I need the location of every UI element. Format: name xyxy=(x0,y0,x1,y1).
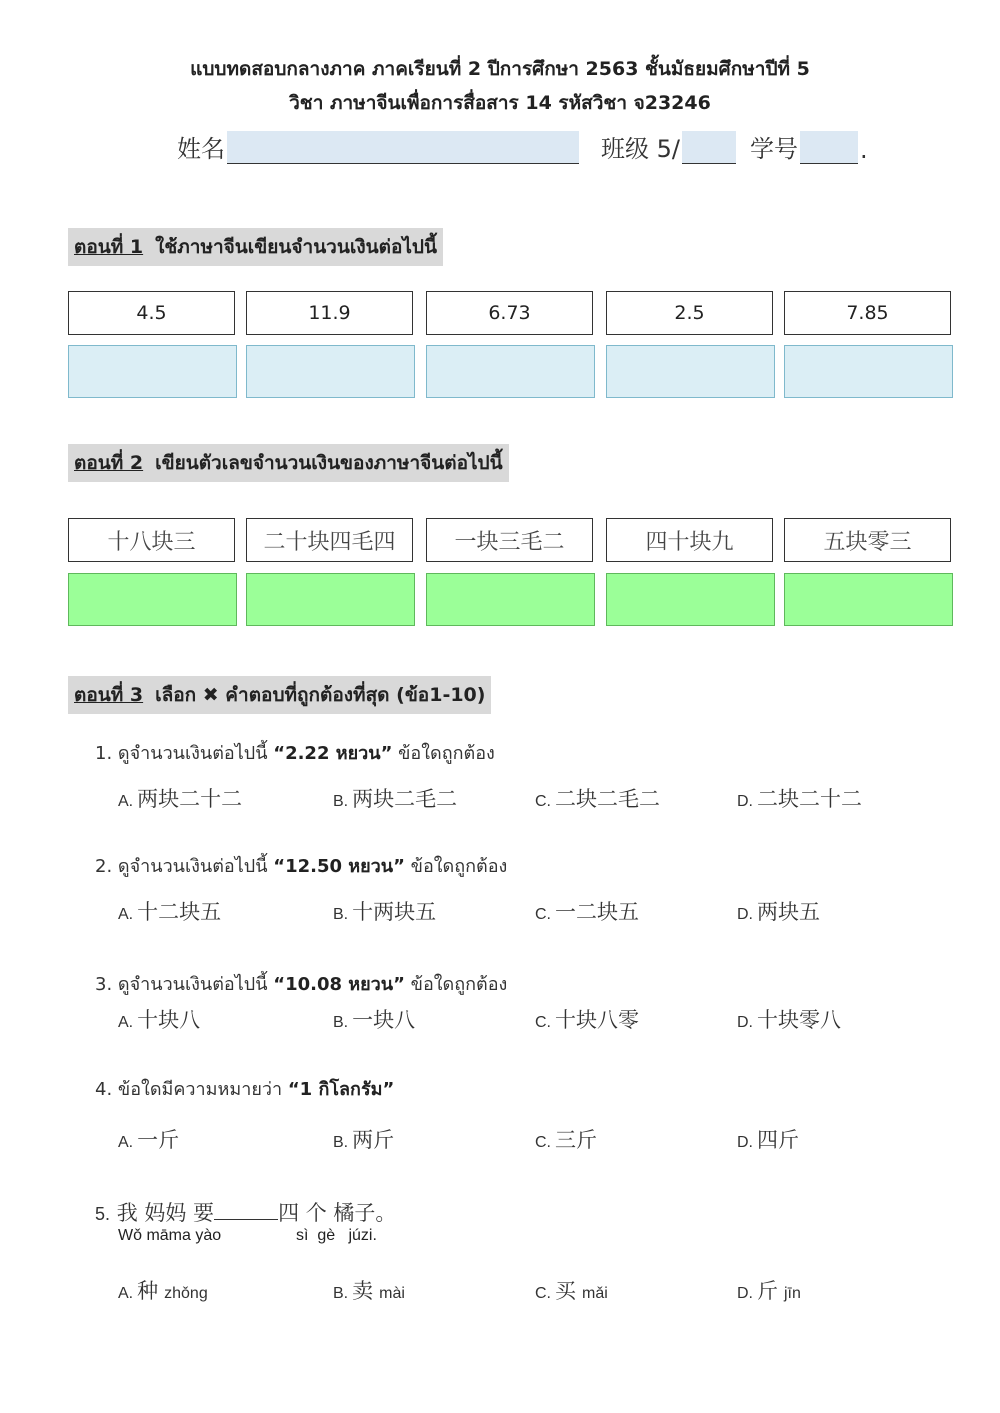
option-text: 十二块五 xyxy=(137,900,222,924)
q1-option-a[interactable] xyxy=(118,783,242,813)
pinyin-line: Wǒ māma yào xyxy=(118,1227,222,1244)
option-letter: D. xyxy=(737,793,753,810)
part1-amount: 4.5 xyxy=(68,291,235,335)
name-field[interactable] xyxy=(227,131,579,164)
option-text: 二块二毛二 xyxy=(555,787,660,811)
question-text: ดูจำนวนเงินต่อไปนี้ xyxy=(117,743,274,764)
option-letter: A. xyxy=(118,1014,134,1031)
option-letter: A. xyxy=(118,1285,134,1302)
part2-answer-field[interactable] xyxy=(426,573,595,626)
question-text: ข้อใดถูกต้อง xyxy=(404,856,508,877)
question-amount: “10.08 หยวน” xyxy=(273,974,405,995)
question-text: ดูจำนวนเงินต่อไปนี้ xyxy=(117,856,274,877)
option-text: 买 xyxy=(555,1279,576,1303)
name-label: 姓名 xyxy=(177,135,225,163)
option-text: 两块二十二 xyxy=(137,787,243,811)
part3-instruction: เลือก ✖ คำตอบที่ถูกต้องที่สุด (ข้อ1-10) xyxy=(155,684,486,706)
student-info-row xyxy=(177,124,868,164)
student-number-label: 学号 xyxy=(749,135,798,163)
option-letter: C. xyxy=(535,793,551,810)
pinyin-line: sì gè júzi. xyxy=(296,1227,377,1244)
part1-answer-field[interactable] xyxy=(426,345,595,398)
part2-chinese-amount: 五块零三 xyxy=(784,518,951,562)
option-letter: C. xyxy=(535,1134,551,1151)
part1-instruction: ใช้ภาษาจีนเขียนจำนวนเงินต่อไปนี้ xyxy=(155,236,437,258)
part2-heading xyxy=(68,444,509,482)
part2-chinese-amount: 一块三毛二 xyxy=(426,518,593,562)
option-letter: C. xyxy=(535,1014,551,1031)
option-text: 种 xyxy=(137,1279,159,1303)
option-letter: D. xyxy=(737,1285,753,1302)
question-sentence: 我 妈妈 要 xyxy=(116,1201,215,1225)
option-text: 一二块五 xyxy=(555,900,639,924)
question-number: 4. xyxy=(95,1079,113,1100)
option-text: 三斤 xyxy=(555,1128,597,1152)
part1-answer-field[interactable] xyxy=(68,345,237,398)
option-letter: D. xyxy=(737,1014,753,1031)
question-5 xyxy=(95,1197,396,1227)
q5-option-c[interactable] xyxy=(535,1275,608,1305)
q2-option-c[interactable] xyxy=(535,896,639,926)
part1-amount: 2.5 xyxy=(606,291,773,335)
question-amount: “1 กิโลกรัม” xyxy=(287,1079,395,1100)
option-text: 二块二十二 xyxy=(757,787,862,811)
question-text: ดูจำนวนเงินต่อไปนี้ xyxy=(117,974,274,995)
option-pinyin: jīn xyxy=(784,1285,801,1302)
question-amount: “12.50 หยวน” xyxy=(273,856,405,877)
period: . xyxy=(859,136,868,164)
question-sentence: 四 个 橘子。 xyxy=(278,1201,397,1225)
option-text: 两块五 xyxy=(757,900,820,924)
part1-heading xyxy=(68,228,443,266)
question-text: ข้อใดมีความหมายว่า xyxy=(117,1079,288,1100)
option-pinyin: mǎi xyxy=(582,1285,608,1302)
q3-option-c[interactable] xyxy=(535,1004,639,1034)
question-1 xyxy=(95,738,495,767)
q4-option-d[interactable] xyxy=(737,1124,799,1154)
question-text: ข้อใดถูกต้อง xyxy=(392,743,495,764)
q4-option-b[interactable] xyxy=(333,1124,394,1154)
part1-answer-field[interactable] xyxy=(246,345,415,398)
option-letter: A. xyxy=(118,1134,134,1151)
class-field[interactable] xyxy=(682,131,736,164)
question-4 xyxy=(95,1074,394,1103)
option-text: 十块八 xyxy=(137,1008,201,1032)
part2-instruction: เขียนตัวเลขจำนวนเงินของภาษาจีนต่อไปนี้ xyxy=(155,452,503,474)
question-number: 1. xyxy=(95,743,113,764)
question-text: ข้อใดถูกต้อง xyxy=(404,974,508,995)
q1-option-c[interactable] xyxy=(535,783,660,813)
option-letter: C. xyxy=(535,906,551,923)
q1-option-b[interactable] xyxy=(333,783,457,813)
option-letter: D. xyxy=(737,1134,753,1151)
exam-title: แบบทดสอบกลางภาค ภาคเรียนที่ 2 ปีการศึกษา 2563 ชั้นมัธยมศึกษาปีที่ 5 xyxy=(190,58,810,80)
q2-option-a[interactable] xyxy=(118,896,221,926)
question-number: 5. xyxy=(95,1204,111,1224)
question-amount: “2.22 หยวน” xyxy=(273,743,393,764)
part3-label: ตอนที่ 3 xyxy=(74,684,144,706)
option-letter: D. xyxy=(737,906,753,923)
option-letter: B. xyxy=(333,1014,349,1031)
part2-answer-field[interactable] xyxy=(246,573,415,626)
option-letter: B. xyxy=(333,906,349,923)
option-letter: B. xyxy=(333,1134,349,1151)
q3-option-b[interactable] xyxy=(333,1004,415,1034)
option-text: 四斤 xyxy=(757,1128,799,1152)
q1-option-d[interactable] xyxy=(737,783,862,813)
part2-label: ตอนที่ 2 xyxy=(74,452,144,474)
option-text: 十块八零 xyxy=(555,1008,639,1032)
option-text: 两块二毛二 xyxy=(352,787,458,811)
option-text: 斤 xyxy=(757,1279,778,1303)
part2-chinese-amount: 四十块九 xyxy=(606,518,773,562)
part1-amount: 11.9 xyxy=(246,291,413,335)
part2-answer-field[interactable] xyxy=(606,573,775,626)
part3-heading xyxy=(68,676,491,714)
option-letter: C. xyxy=(535,1285,551,1302)
question-number: 3. xyxy=(95,974,113,995)
part1-amount: 7.85 xyxy=(784,291,951,335)
question-2 xyxy=(95,851,507,880)
option-text: 一块八 xyxy=(352,1008,416,1032)
student-number-field[interactable] xyxy=(800,131,858,164)
subject-line: วิชา ภาษาจีนเพื่อการสื่อสาร 14 รหัสวิชา จ23246 xyxy=(289,92,711,114)
option-text: 十块零八 xyxy=(757,1008,841,1032)
class-label: 班级 5/ xyxy=(601,135,680,163)
q4-option-c[interactable] xyxy=(535,1124,597,1154)
option-letter: B. xyxy=(333,1285,349,1302)
part2-answer-field[interactable] xyxy=(68,573,237,626)
part1-label: ตอนที่ 1 xyxy=(74,236,144,258)
part2-answer-field[interactable] xyxy=(784,573,953,626)
option-letter: A. xyxy=(118,906,134,923)
question-3 xyxy=(95,969,507,998)
option-text: 十两块五 xyxy=(352,900,437,924)
question-number: 2. xyxy=(95,856,113,877)
q5-option-b[interactable] xyxy=(333,1275,405,1305)
q3-option-a[interactable] xyxy=(118,1004,200,1034)
q4-option-a[interactable] xyxy=(118,1124,179,1154)
option-text: 两斤 xyxy=(352,1128,395,1152)
part2-chinese-amount: 十八块三 xyxy=(68,518,235,562)
q5-option-d[interactable] xyxy=(737,1275,801,1305)
part1-amount: 6.73 xyxy=(426,291,593,335)
option-pinyin: zhǒng xyxy=(164,1285,208,1302)
option-text: 卖 xyxy=(352,1279,374,1303)
q2-option-b[interactable] xyxy=(333,896,436,926)
part1-answer-field[interactable] xyxy=(784,345,953,398)
part1-answer-field[interactable] xyxy=(606,345,775,398)
option-letter: B. xyxy=(333,793,349,810)
part2-chinese-amount: 二十块四毛四 xyxy=(246,518,413,562)
q3-option-d[interactable] xyxy=(737,1004,841,1034)
q5-option-a[interactable] xyxy=(118,1275,208,1305)
option-letter: A. xyxy=(118,793,134,810)
q2-option-d[interactable] xyxy=(737,896,820,926)
option-text: 一斤 xyxy=(137,1128,180,1152)
fill-in-blank xyxy=(214,1201,278,1220)
option-pinyin: mài xyxy=(379,1285,405,1302)
